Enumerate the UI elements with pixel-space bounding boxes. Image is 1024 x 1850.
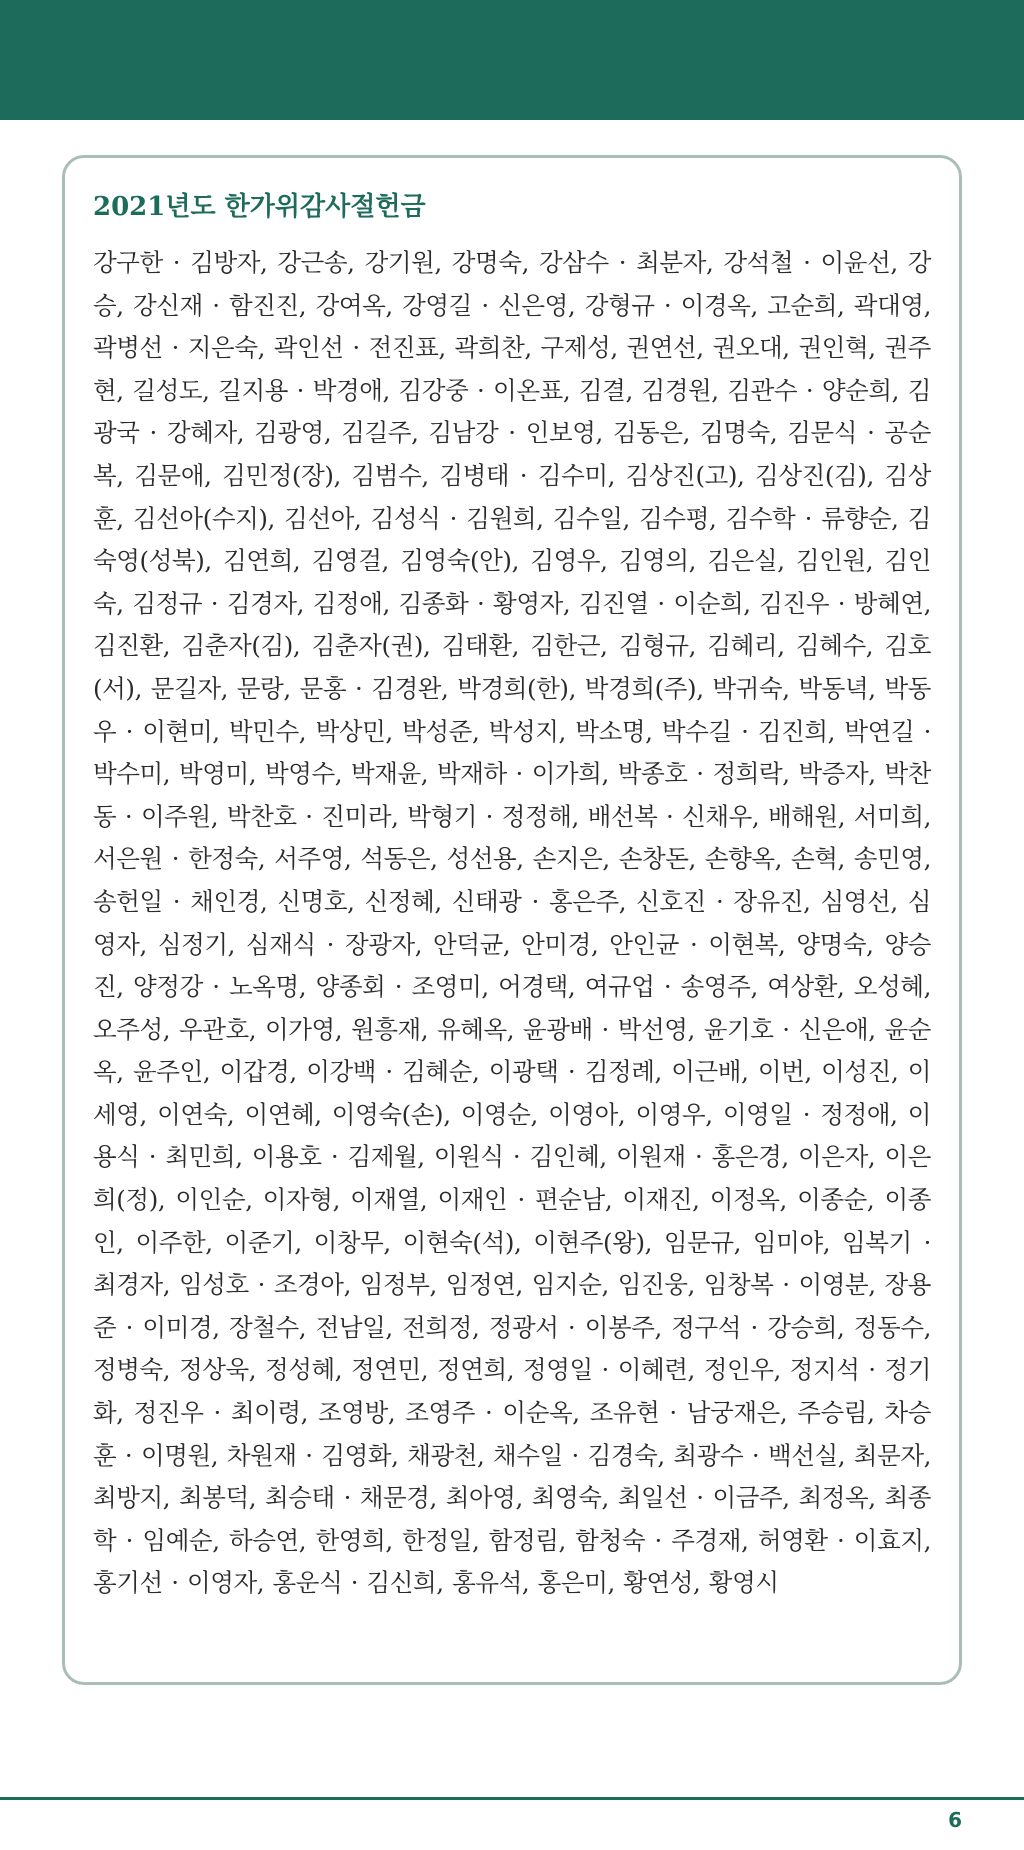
donor-card [62,155,962,1685]
page-number: 6 [948,1808,962,1832]
footer-divider [0,1797,1024,1800]
header-band [0,0,1024,120]
donor-list: 강구한 · 김방자, 강근송, 강기원, 강명숙, 강삼수 · 최분자, 강석철 · 이윤선, 강승, 강신재 · 함진진, 강여옥, 강영길 · 신은영, 강형규 · 이경옥, 고순희, 곽대영, 곽병선 · 지은숙, 곽인선 · 전진표, 곽희찬, 구제성, 권연선, 권오대, 권인혁, 권주현, 길성도, 길지용 · 박경애, 김강중 · 이온표, 김결, 김경원, 김관수 · 양순희, 김광국 · 강혜자, 김광영, 김길주, 김남강 · 인보영, 김동은, 김명숙, 김문식 · 공순복, 김문애, 김민정(장), 김범수, 김병태 · 김수미, 김상진(고), 김상진(김), 김상훈, 김선아(수지), 김선아, 김성식 · 김원희, 김수일, 김수평, 김수학 · 류향순, 김숙영(성북), 김연희, 김영걸, 김영숙(안), 김영우, 김영의, 김은실, 김인원, 김인숙, 김정규 · 김경자, 김정애, 김종화 · 황영자, 김진열 · 이순희, 김진우 · 방혜연, 김진환, 김춘자(김), 김춘자(권), 김태환, 김한근, 김형규, 김혜리, 김혜수, 김호(서), 문길자, 문랑, 문홍 · 김경완, 박경희(한), 박경희(주), 박귀숙, 박동녁, 박동우 · 이현미, 박민수, 박상민, 박성준, 박성지, 박소명, 박수길 · 김진희, 박연길 · 박수미, 박영미, 박영수, 박재윤, 박재하 · 이가희, 박종호 · 정희락, 박증자, 박찬동 · 이주원, 박찬호 · 진미라, 박형기 · 정정해, 배선복 · 신채우, 배해원, 서미희, 서은원 · 한정숙, 서주영, 석동은, 성선용, 손지은, 손창돈, 손향옥, 손혁, 송민영, 송헌일 · 채인경, 신명호, 신정혜, 신태광 · 홍은주, 신호진 · 장유진, 심영선, 심영자, 심정기, 심재식 · 장광자, 안덕균, 안미경, 안인균 · 이현복, 양명숙, 양승진, 양정강 · 노옥명, 양종회 · 조영미, 어경택, 여규업 · 송영주, 여상환, 오성혜, 오주성, 우관호, 이가영, 원흥재, 유혜옥, 윤광배 · 박선영, 윤기호 · 신은애, 윤순옥, 윤주인, 이갑경, 이강백 · 김혜순, 이광택 · 김정례, 이근배, 이번, 이성진, 이세영, 이연숙, 이연혜, 이영숙(손), 이영순, 이영아, 이영우, 이영일 · 정정애, 이용식 · 최민희, 이용호 · 김제월, 이원식 · 김인혜, 이원재 · 홍은경, 이은자, 이은희(정), 이인순, 이자형, 이재열, 이재인 · 편순남, 이재진, 이정옥, 이종순, 이종인, 이주한, 이준기, 이창무, 이현숙(석), 이현주(왕), 임문규, 임미야, 임복기 · 최경자, 임성호 · 조경아, 임정부, 임정연, 임지순, 임진웅, 임창복 · 이영분, 장용준 · 이미경, 장철수, 전남일, 전희정, 정광서 · 이봉주, 정구석 · 강승희, 정동수, 정병숙, 정상욱, 정성혜, 정연민, 정연희, 정영일 · 이혜련, 정인우, 정지석 · 정기화, 정진우 · 최이령, 조영방, 조영주 · 이순옥, 조유현 · 남궁재은, 주승림, 차승훈 · 이명원, 차원재 · 김영화, 채광천, 채수일 · 김경숙, 최광수 · 백선실, 최문자, 최방지, 최봉덕, 최승태 · 채문경, 최아영, 최영숙, 최일선 · 이금주, 최정옥, 최종학 · 임예순, 하승연, 한영희, 한정일, 함정림, 함청숙 · 주경재, 허영환 · 이효지, 홍기선 · 이영자, 홍운식 · 김신희, 홍유석, 홍은미, 황연성, 황영시 [93,248,931,1598]
card-title: 2021년도 한가위감사절헌금 [93,192,426,222]
